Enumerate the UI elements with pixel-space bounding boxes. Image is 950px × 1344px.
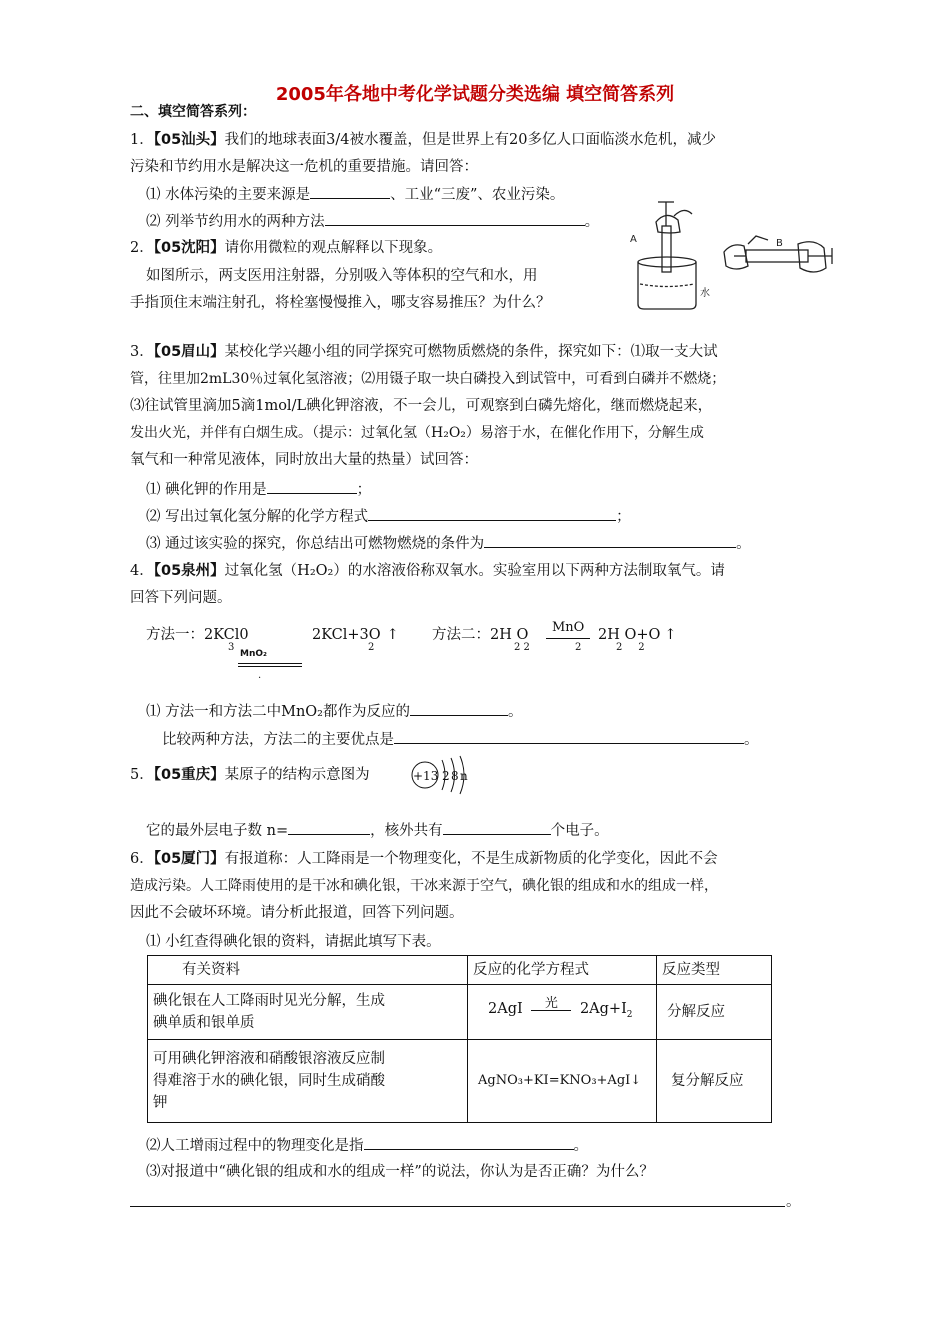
q1-sub1: ⑴ 水体污染的主要来源是 、工业“三废”、农业污染。 <box>146 184 564 205</box>
table-header: 反应类型 <box>657 956 772 985</box>
q5-line2: 它的最外层电子数 n= ，核外共有 个电子。 <box>146 820 609 841</box>
table-cell: 2AgI 光 $2Ag+I_2$ <box>468 985 657 1040</box>
agi-data-table <box>147 955 772 1123</box>
atom-shell-1: 2 <box>442 769 450 783</box>
q4-method2-prod-subs: 2 2 <box>616 642 645 653</box>
q4-blank-2[interactable] <box>394 729 744 744</box>
q4-line1: 4．【05泉州】过氧化氢（H₂O₂）的水溶液俗称双氧水。实验室用以下两种方法制取氧气。请 <box>130 563 725 579</box>
q2-line1: 2．【05沈阳】请你用微粒的观点解释以下现象。 <box>130 240 443 256</box>
q1-line1: 1．【05汕头】我们的地球表面3/4被水覆盖，但是世界上有20多亿人口面临淡水危机，减少 <box>130 132 716 148</box>
q6-line3: 因此不会破坏环境。请分析此报道，回答下列问题。 <box>130 905 464 921</box>
q3-blank-3[interactable] <box>484 533 736 548</box>
q4-method1-sub2: 2 <box>368 642 375 653</box>
q4-method1-equals-2 <box>238 666 302 667</box>
fig-label-water: 水 <box>700 288 710 299</box>
q6-sub3: ⑶对报道中“碘化银的组成和水的组成一样”的说法，你认为是否正确？为什么？ <box>146 1164 654 1180</box>
q4-method2-catalyst: MnO <box>552 620 585 635</box>
document-title: 2005年各地中考化学试题分类选编 填空简答系列 <box>275 84 675 105</box>
q6-line1: 6．【05厦门】有报道称：人工降雨是一个物理变化，不是生成新物质的化学变化，因此不会 <box>130 851 718 867</box>
atom-structure-diagram <box>408 752 474 798</box>
table-header: 反应的化学方程式 <box>468 956 657 985</box>
atom-shell-2: 8 <box>451 769 459 783</box>
q6-blank-1[interactable] <box>364 1135 574 1150</box>
q4-sub1c: 比较两种方法，方法二的主要优点是 。 <box>162 729 759 750</box>
q4-method2-products: 2H O+O ↑ <box>598 627 677 643</box>
q1-blank-1[interactable] <box>310 184 390 199</box>
q3-sub1: ⑴ 碘化钾的作用是 ； <box>146 479 371 500</box>
q3-sub3: ⑶ 通过该实验的探究，你总结出可燃物燃烧的条件为 。 <box>146 533 751 554</box>
q1-sub2: ⑵ 列举节约用水的两种方法 。 <box>146 211 599 232</box>
atom-nucleus-label: +13 <box>413 769 439 783</box>
q3-line1: 3．【05眉山】某校化学兴趣小组的同学探究可燃物质燃烧的条件，探究如下：⑴取一支大试 <box>130 344 718 360</box>
table-cell: 复分解反应 <box>657 1040 772 1123</box>
table-cell: 可用碘化钾溶液和硝酸银溶液反应制 得难溶于水的碘化银，同时生成硝酸 钾 <box>148 1040 468 1123</box>
table-cell: 碘化银在人工降雨时见光分解，生成 碘单质和银单质 <box>148 985 468 1040</box>
q5-blank-2[interactable] <box>443 820 551 835</box>
q3-sub2: ⑵ 写出过氧化氢分解的化学方程式 ； <box>146 506 631 527</box>
q4-method1-sub3: 3 <box>228 642 235 653</box>
q4-method1-dot: . <box>258 670 262 681</box>
q6-line2: 造成污染。人工降雨使用的是干冰和碘化银，干冰来源于空气，碘化银的组成和水的组成一样， <box>130 878 718 894</box>
q6-end-mark: 。 <box>786 1194 801 1210</box>
table-header: 有关资料 <box>148 956 468 985</box>
q3-line3: ⑶往试管里滴加5滴1mol/L碘化钾溶液，不一会儿，可观察到白磷先熔化，继而燃烧起来， <box>130 398 713 414</box>
light-condition: 光 <box>531 998 571 1021</box>
table-cell: 分解反应 <box>657 985 772 1040</box>
q4-method2-cat-sub: 2 <box>575 642 582 653</box>
q3-line2: 管，往里加2mL30％过氧化氢溶液；⑵用镊子取一块白磷投入到试管中，可看到白磷并不燃烧； <box>130 371 726 387</box>
q1-blank-2[interactable] <box>325 211 585 226</box>
atom-shell-3: n <box>460 769 468 783</box>
q3-blank-2[interactable] <box>368 506 616 521</box>
q4-sub1: ⑴ 方法一和方法二中MnO₂都作为反应的 。 <box>146 701 523 722</box>
q4-method2-subs: 2 2 <box>514 642 530 653</box>
table-cell: AgNO₃+KI=KNO₃+AgI↓ <box>468 1040 657 1123</box>
q5-blank-1[interactable] <box>288 820 370 835</box>
section-heading: 二、填空简答系列： <box>130 104 256 120</box>
q4-blank-1[interactable] <box>410 701 508 716</box>
q6-answer-line[interactable] <box>130 1206 785 1207</box>
q3-blank-1[interactable] <box>267 479 357 494</box>
q1-line2: 污染和节约用水是解决这一危机的重要措施。请回答： <box>130 159 478 175</box>
q4-line2: 回答下列问题。 <box>130 590 232 606</box>
q4-method1-equals <box>238 663 302 664</box>
q2-line3: 手指顶住末端注射孔，将栓塞慢慢推入，哪支容易推压？为什么？ <box>130 295 551 311</box>
q5-line1: 5．【05重庆】某原子的结构示意图为 <box>130 767 370 783</box>
syringe-figure <box>628 192 840 312</box>
q6-sub2: ⑵人工增雨过程中的物理变化是指 。 <box>146 1135 588 1156</box>
q4-method2-equals <box>546 638 590 639</box>
q4-method1-reactant: 方法一：2KCl0 <box>146 627 249 643</box>
q4-method2-reactant: 方法二：2H O <box>432 627 529 643</box>
q6-sub1: ⑴ 小红查得碘化银的资料，请据此填写下表。 <box>146 934 441 950</box>
q2-line2: 如图所示，两支医用注射器，分别吸入等体积的空气和水，用 <box>146 268 538 284</box>
table-header-row <box>148 956 772 985</box>
q3-line5: 氧气和一种常见液体，同时放出大量的热量）试回答： <box>130 452 478 468</box>
fig-label-b: B <box>776 238 783 249</box>
q4-method1-products: 2KCl+3O ↑ <box>312 627 399 643</box>
q3-line4: 发出火光，并伴有白烟生成。（提示：过氧化氢（H₂O₂）易溶于水，在催化作用下，分解生成 <box>130 425 704 441</box>
fig-label-a: A <box>630 234 637 245</box>
q4-method1-catalyst: MnO₂ <box>240 649 267 659</box>
table-row <box>148 1040 772 1123</box>
table-row <box>148 985 772 1040</box>
